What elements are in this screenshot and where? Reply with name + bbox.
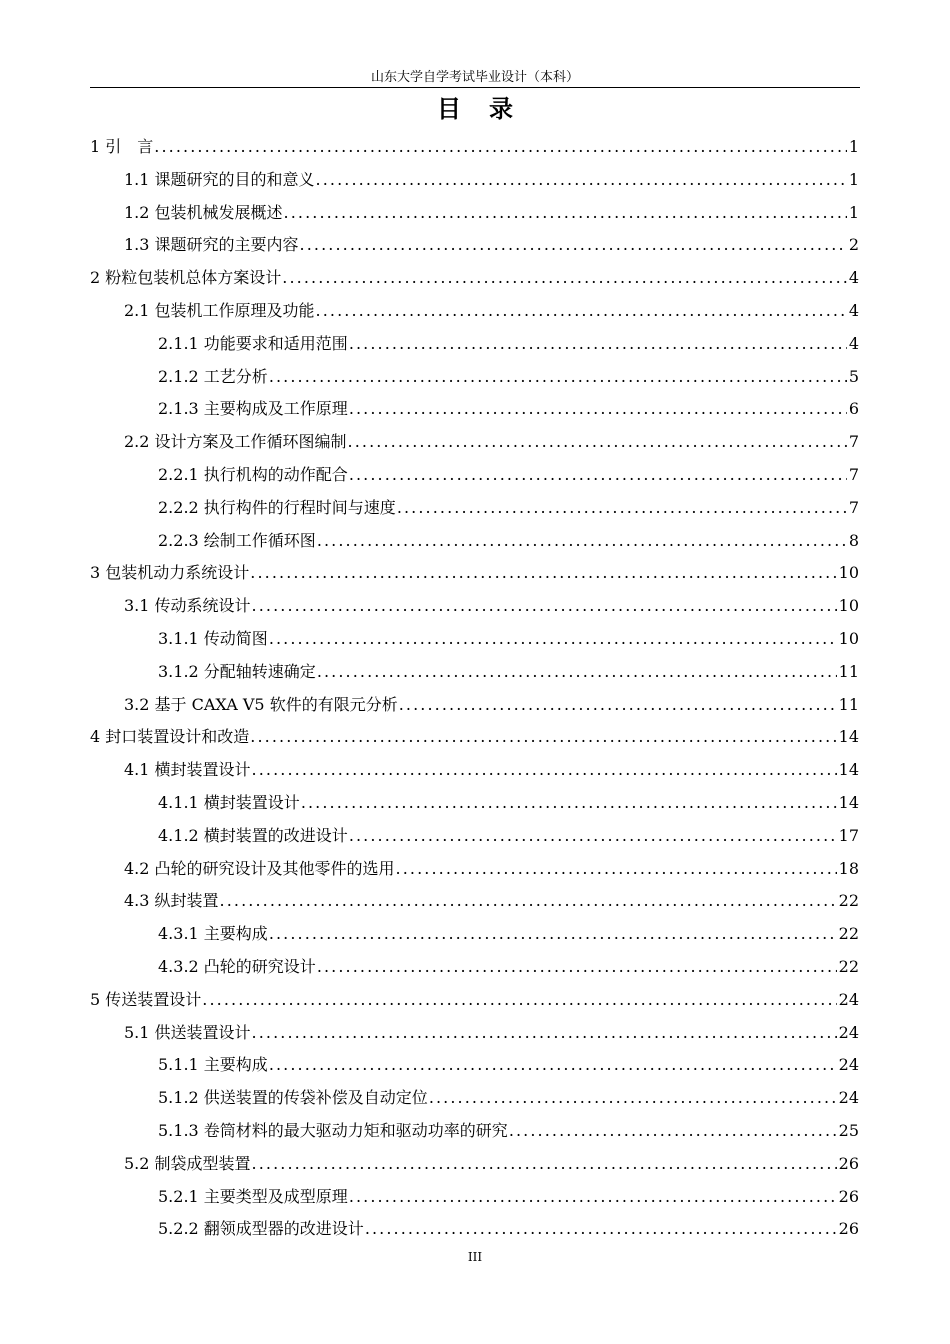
- toc-dot-leader: [268, 918, 837, 951]
- toc-dot-leader: [251, 1017, 837, 1050]
- toc-entry-page: 1: [848, 137, 859, 156]
- toc-entry[interactable]: [90, 590, 859, 623]
- toc-entry-title: 3.1 传动系统设计: [124, 596, 251, 616]
- toc-entry-title: 3.1.1 传动简图: [158, 628, 268, 648]
- toc-dot-leader: [316, 656, 837, 689]
- toc-entry-page: 26: [838, 1186, 859, 1206]
- toc-entry-title: 5.1 供送装置设计: [124, 1022, 251, 1042]
- toc-entry-page: 10: [838, 563, 859, 583]
- toc-dot-leader: [268, 1049, 837, 1082]
- toc-entry-title: 1.1 课题研究的目的和意义: [124, 169, 315, 189]
- page-title: 目录: [437, 94, 541, 123]
- toc-dot-leader: [508, 1115, 837, 1148]
- toc-entry-page: 25: [838, 1120, 859, 1140]
- toc-entry-title: 5.2.2 翻领成型器的改进设计: [158, 1219, 364, 1239]
- toc-entry-title: 5.1.1 主要构成: [158, 1055, 268, 1075]
- toc-dot-leader: [348, 820, 837, 853]
- toc-entry[interactable]: [90, 1213, 859, 1246]
- toc-entry[interactable]: [90, 918, 859, 951]
- toc-entry-title: 2.1.3 主要构成及工作原理: [158, 399, 348, 419]
- toc-entry-page: 4: [848, 333, 859, 353]
- toc-entry-page: 10: [838, 628, 859, 648]
- page-number: III: [467, 1250, 483, 1264]
- toc-entry[interactable]: [90, 328, 859, 361]
- toc-entry[interactable]: [90, 1181, 859, 1214]
- toc-entry-page: 1: [848, 202, 859, 222]
- toc-entry[interactable]: [90, 656, 859, 689]
- toc-entry-title: 5.2.1 主要类型及成型原理: [158, 1186, 348, 1206]
- toc-entry[interactable]: [90, 1115, 859, 1148]
- toc-dot-leader: [268, 361, 847, 394]
- toc-dot-leader: [395, 853, 837, 886]
- toc-entry-page: 14: [838, 792, 859, 812]
- toc-entry-page: 8: [848, 530, 859, 550]
- toc-entry-page: 14: [838, 727, 859, 747]
- toc-entry-page: 7: [848, 497, 859, 517]
- toc-entry-page: 22: [838, 891, 859, 911]
- toc-entry-page: 4: [848, 300, 859, 320]
- toc-entry[interactable]: [90, 229, 859, 262]
- toc-entry[interactable]: [90, 459, 859, 492]
- toc-entry-title: 4.1.1 横封装置设计: [158, 792, 300, 812]
- toc-dot-leader: [251, 590, 837, 623]
- toc-entry-title: 2 粉粒包装机总体方案设计: [90, 268, 282, 288]
- toc-entry[interactable]: [90, 820, 859, 853]
- toc-entry[interactable]: [90, 361, 859, 394]
- toc-entry[interactable]: [90, 131, 859, 164]
- toc-entry[interactable]: [90, 164, 859, 197]
- toc-entry-title: 2.2 设计方案及工作循环图编制: [124, 432, 347, 452]
- toc-entry[interactable]: [90, 853, 859, 886]
- toc-entry[interactable]: [90, 1017, 859, 1050]
- toc-entry[interactable]: [90, 262, 859, 295]
- toc-dot-leader: [251, 1148, 837, 1181]
- toc-entry-title: 4 封口装置设计和改造: [90, 727, 250, 747]
- toc-entry-page: 22: [838, 956, 859, 976]
- toc-entry-page: 24: [838, 1022, 859, 1042]
- toc-entry[interactable]: [90, 1049, 859, 1082]
- table-of-contents: [90, 131, 859, 1246]
- toc-entry-page: 5: [848, 366, 859, 386]
- toc-entry[interactable]: [90, 197, 859, 230]
- toc-entry-title: 5.1.3 卷筒材料的最大驱动力矩和驱动功率的研究: [158, 1120, 508, 1140]
- toc-entry-page: 7: [848, 464, 859, 484]
- toc-entry[interactable]: [90, 557, 859, 590]
- toc-entry-title: 2.1.1 功能要求和适用范围: [158, 333, 348, 353]
- toc-entry-page: 4: [848, 268, 859, 288]
- toc-entry-page: 2: [848, 235, 859, 255]
- toc-entry[interactable]: [90, 393, 859, 426]
- toc-dot-leader: [281, 262, 847, 295]
- toc-entry-title: 4.3 纵封装置: [124, 891, 219, 911]
- toc-entry[interactable]: [90, 984, 859, 1017]
- toc-entry-page: 18: [838, 858, 859, 878]
- toc-entry-title: 3 包装机动力系统设计: [90, 563, 250, 583]
- toc-dot-leader: [428, 1082, 837, 1115]
- toc-dot-leader: [153, 131, 847, 164]
- toc-entry[interactable]: [90, 689, 859, 722]
- toc-entry-title: 5 传送装置设计: [90, 989, 202, 1009]
- toc-entry-title: 4.1 横封装置设计: [124, 760, 251, 780]
- toc-dot-leader: [249, 557, 836, 590]
- toc-entry-page: 17: [838, 825, 859, 845]
- toc-entry-title: 4.3.2 凸轮的研究设计: [158, 956, 316, 976]
- toc-entry[interactable]: [90, 721, 859, 754]
- toc-entry-title: 2.2.1 执行机构的动作配合: [158, 464, 348, 484]
- toc-entry[interactable]: [90, 754, 859, 787]
- toc-entry[interactable]: [90, 295, 859, 328]
- toc-entry[interactable]: [90, 1082, 859, 1115]
- toc-dot-leader: [398, 689, 837, 722]
- toc-entry-title: 1 引 言: [90, 137, 154, 156]
- toc-entry-page: 1: [848, 169, 859, 189]
- toc-dot-leader: [348, 393, 847, 426]
- toc-dot-leader: [316, 525, 847, 558]
- toc-dot-leader: [251, 754, 837, 787]
- toc-entry[interactable]: [90, 1148, 859, 1181]
- toc-entry-page: 6: [848, 399, 859, 419]
- toc-entry[interactable]: [90, 492, 859, 525]
- toc-entry-page: 7: [848, 432, 859, 452]
- toc-dot-leader: [249, 721, 836, 754]
- running-header: 山东大学自学考试毕业设计（本科）: [90, 68, 860, 88]
- toc-entry-title: 1.2 包装机械发展概述: [124, 202, 283, 222]
- toc-entry-page: 11: [838, 694, 859, 714]
- toc-dot-leader: [315, 295, 847, 328]
- toc-entry-title: 5.2 制袋成型装置: [124, 1153, 251, 1173]
- toc-entry-page: 26: [838, 1153, 859, 1173]
- toc-entry-title: 5.1.2 供送装置的传袋补偿及自动定位: [158, 1088, 428, 1108]
- toc-dot-leader: [396, 492, 847, 525]
- toc-dot-leader: [201, 984, 836, 1017]
- toc-dot-leader: [268, 623, 837, 656]
- toc-entry[interactable]: [90, 951, 859, 984]
- toc-entry[interactable]: [90, 787, 859, 820]
- toc-entry-page: 24: [838, 989, 859, 1009]
- toc-dot-leader: [347, 426, 847, 459]
- toc-dot-leader: [299, 229, 847, 262]
- toc-entry-title: 3.2 基于 CAXA V5 软件的有限元分析: [124, 694, 398, 714]
- toc-dot-leader: [348, 1181, 837, 1214]
- toc-entry-page: 24: [838, 1055, 859, 1075]
- toc-entry-title: 2.1 包装机工作原理及功能: [124, 300, 315, 320]
- toc-entry-title: 4.1.2 横封装置的改进设计: [158, 825, 348, 845]
- toc-entry-title: 2.1.2 工艺分析: [158, 366, 268, 386]
- toc-entry[interactable]: [90, 525, 859, 558]
- toc-entry-title: 4.3.1 主要构成: [158, 924, 268, 944]
- toc-dot-leader: [364, 1213, 837, 1246]
- toc-entry-page: 11: [838, 661, 859, 681]
- toc-entry-page: 24: [838, 1088, 859, 1108]
- toc-dot-leader: [300, 787, 837, 820]
- toc-entry[interactable]: [90, 623, 859, 656]
- toc-dot-leader: [348, 328, 847, 361]
- toc-entry-page: 26: [838, 1219, 859, 1239]
- toc-dot-leader: [348, 459, 847, 492]
- toc-entry-page: 14: [838, 760, 859, 780]
- toc-entry-page: 22: [838, 924, 859, 944]
- toc-dot-leader: [316, 951, 837, 984]
- toc-entry-title: 1.3 课题研究的主要内容: [124, 235, 299, 255]
- toc-entry-page: 10: [838, 596, 859, 616]
- toc-dot-leader: [315, 164, 847, 197]
- toc-entry[interactable]: [90, 885, 859, 918]
- toc-entry-title: 2.2.3 绘制工作循环图: [158, 530, 316, 550]
- toc-entry-title: 3.1.2 分配轴转速确定: [158, 661, 316, 681]
- toc-entry[interactable]: [90, 426, 859, 459]
- toc-entry-title: 2.2.2 执行构件的行程时间与速度: [158, 497, 396, 517]
- toc-dot-leader: [283, 197, 847, 230]
- toc-dot-leader: [219, 885, 837, 918]
- toc-entry-title: 4.2 凸轮的研究设计及其他零件的选用: [124, 858, 395, 878]
